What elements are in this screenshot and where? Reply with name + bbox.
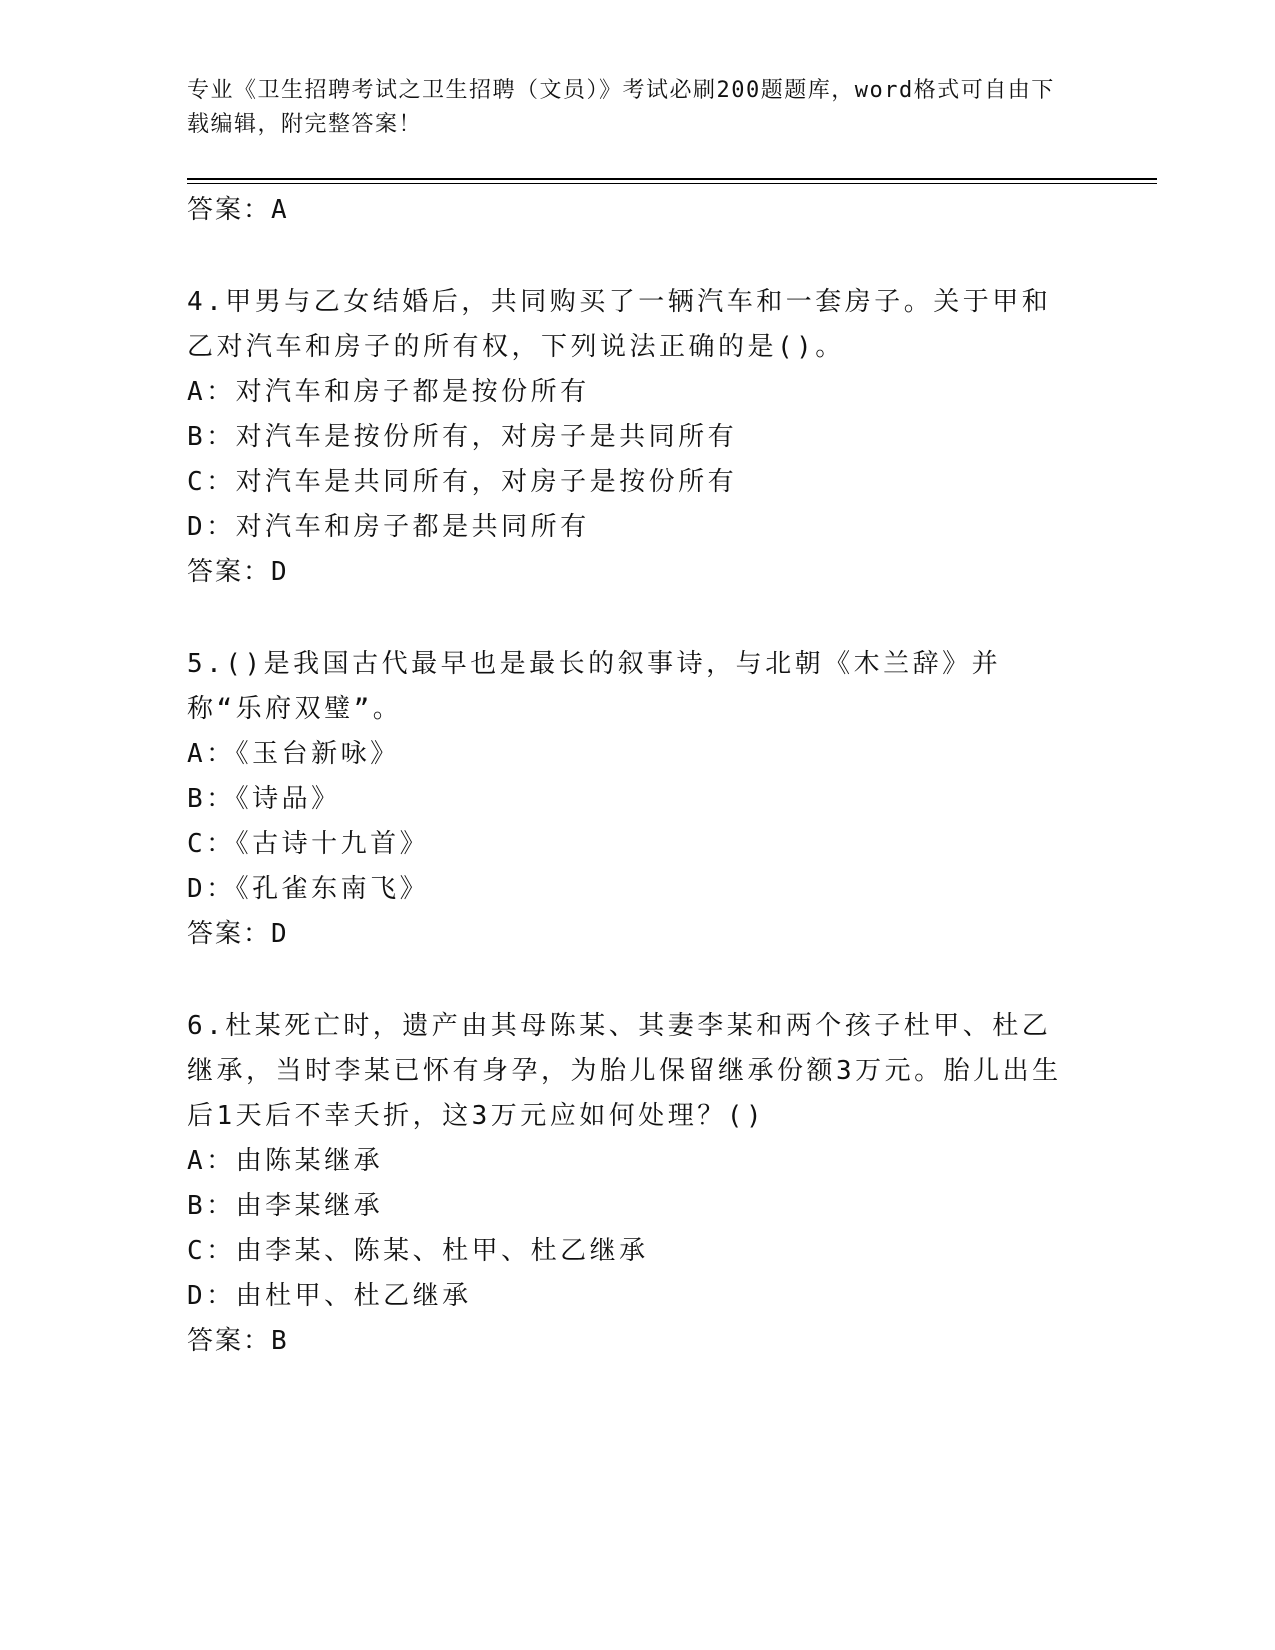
header-rule-thin: [187, 183, 1157, 184]
option-a: A：《玉台新咏》: [187, 739, 400, 769]
question-block: [187, 280, 1067, 594]
option-d: D：对汽车和房子都是共同所有: [187, 512, 590, 542]
header-rule-thick: [187, 178, 1157, 180]
question-block: [187, 642, 1067, 956]
option-c: C：《古诗十九首》: [187, 829, 430, 859]
question-text: 5.()是我国古代最早也是最长的叙事诗，与北朝《木兰辞》并称“乐府双璧”。: [187, 649, 1002, 724]
option-a: A：对汽车和房子都是按份所有: [187, 377, 590, 407]
option-b: B：由李某继承: [187, 1191, 384, 1221]
answer-line: 答案：D: [187, 919, 289, 949]
option-a: A：由陈某继承: [187, 1146, 384, 1176]
question-block: [187, 1004, 1067, 1363]
question-text: 6.杜某死亡时，遗产由其母陈某、其妻李某和两个孩子杜甲、杜乙继承，当时李某已怀有身孕，为胎儿保留继承份额3万元。胎儿出生后1天后不幸夭折，这3万元应如何处理？(): [187, 1011, 1062, 1131]
option-b: B：对汽车是按份所有，对房子是共同所有: [187, 422, 738, 452]
option-c: C：对汽车是共同所有，对房子是按份所有: [187, 467, 738, 497]
option-b: B：《诗品》: [187, 784, 341, 814]
option-d: D：由杜甲、杜乙继承: [187, 1281, 472, 1311]
option-c: C：由李某、陈某、杜甲、杜乙继承: [187, 1236, 649, 1266]
option-d: D：《孔雀东南飞》: [187, 874, 430, 904]
answer-line: 答案：D: [187, 557, 289, 587]
question-text: 4.甲男与乙女结婚后，共同购买了一辆汽车和一套房子。关于甲和乙对汽车和房子的所有权，下列说法正确的是()。: [187, 287, 1052, 362]
answer-line: 答案：B: [187, 1326, 289, 1356]
document-body: [187, 188, 1067, 1363]
document-header: 专业《卫生招聘考试之卫生招聘（文员）》考试必刷200题题库，word格式可自由下载编辑，附完整答案！: [187, 78, 1055, 137]
answer-line: 答案：A: [187, 195, 289, 225]
